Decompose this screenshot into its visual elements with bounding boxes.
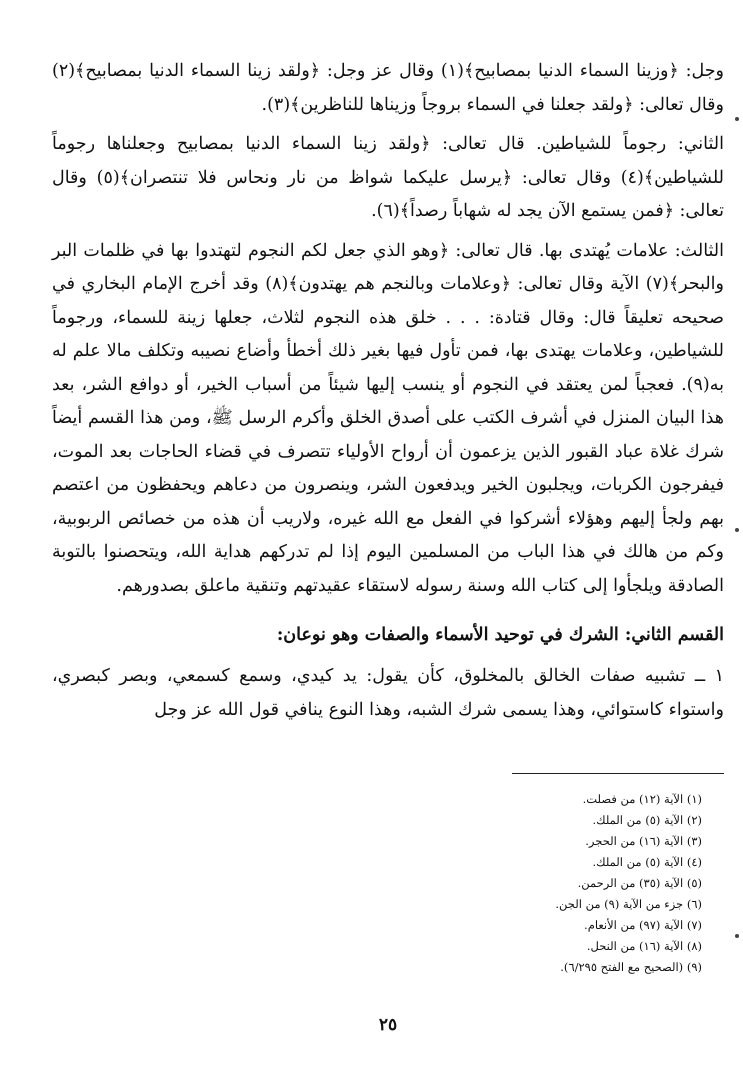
page-number: ٢٥ <box>378 1015 398 1035</box>
paragraph-second-purpose: الثاني: رجوماً للشياطين. قال تعالى: ﴿ولقد زينا السماء الدنيا بمصابيح وجعلناها رجوماً للشياطين﴾(٤) وقال تعالى: ﴿يرسل عليكما شواظ من نار ونحاس فلا تنتصران﴾(٥) وقال تعالى: ﴿فمن يستمع الآن يجد له شهاباً رصداً﴾(٦). <box>52 134 724 221</box>
footnote: (٤) الآية (٥) من الملك. <box>592 855 702 869</box>
footnote-divider <box>512 773 724 774</box>
section-heading: القسم الثاني: الشرك في توحيد الأسماء والصفات وهو نوعان: <box>276 625 724 645</box>
footnote: (٥) الآية (٣٥) من الرحمن. <box>577 876 702 890</box>
scan-mark <box>735 528 739 532</box>
footnote: (٨) الآية (١٦) من النحل. <box>586 939 702 953</box>
book-page <box>52 55 724 1065</box>
scan-mark <box>735 117 739 121</box>
footnote: (٧) الآية (٩٧) من الأنعام. <box>584 918 702 932</box>
footnote: (٦) جزء من الآية (٩) من الجن. <box>555 897 702 911</box>
footnotes-list <box>282 789 702 978</box>
footnote: (٣) الآية (١٦) من الحجر. <box>585 834 702 848</box>
footnote: (١) الآية (١٢) من فصلت. <box>582 792 702 806</box>
footnote: (٩) (الصحيح مع الفتح ٦/٢٩٥). <box>560 960 702 974</box>
scan-mark <box>735 934 739 938</box>
paragraph-first-type: ١ ــ تشبيه صفات الخالق بالمخلوق، كأن يقول: يد كيدي، وسمع كسمعي، وبصر كبصري، واستواء كاستوائي، وهذا يسمى شرك الشبه، وهذا النوع ينافي قول الله عز وجل <box>52 666 724 720</box>
paragraph-stars-adornment: وجل: ﴿وزينا السماء الدنيا بمصابيح﴾(١) وقال عز وجل: ﴿ولقد زينا السماء الدنيا بمصابيح﴾(٢) وقال تعالى: ﴿ولقد جعلنا في السماء بروجاً وزيناها للناظرين﴾(٣). <box>52 61 724 115</box>
footnote: (٢) الآية (٥) من الملك. <box>592 813 702 827</box>
paragraph-third-purpose: الثالث: علامات يُهتدى بها. قال تعالى: ﴿وهو الذي جعل لكم النجوم لتهتدوا بها في ظلمات البر والبحر﴾(٧) الآية وقال تعالى: ﴿وعلامات وبالنجم هم يهتدون﴾(٨) وقد أخرج الإمام البخاري في صحيحه تعليقاً قال: وقال قتادة: . . . خلق هذه النجوم لثلاث، جعلها زينة للسماء، ورجوماً للشياطين، وعلامات يهتدى بها، فمن تأول فيها بغير ذلك أخطأ وأضاع نصيبه وتكلف مالا علم له به(٩). فعجباً لمن يعتقد في النجوم أو ينسب إليها شيئاً من أسباب الخير، أو دوافع الشر، بعد هذا البيان المنزل في أشرف الكتب على أصدق الخلق وأكرم الرسل ﷺ، ومن هذا القسم أيضاً شرك غلاة عباد القبور الذين يزعمون أن أرواح الأولياء تتصرف في قضاء الحاجات بعد الموت، فيفرجون الكربات، ويجلبون الخير ويدفعون الشر، وينصرون من دعاهم ويحفظون من اعتصم بهم ولجأ إليهم وهؤلاء أشركوا في الفعل مع الله غيره، ولاريب أن هذه من خصائص الربوبية، وكم من هالك في هذا الباب من المسلمين اليوم إذا لم تدركهم هداية الله، ويتحصنوا بالتوبة الصادقة ويلجأوا إلى كتاب الله وسنة رسوله لاستقاء عقيدتهم وتنقية ماعلق بصدورهم. <box>52 240 724 596</box>
